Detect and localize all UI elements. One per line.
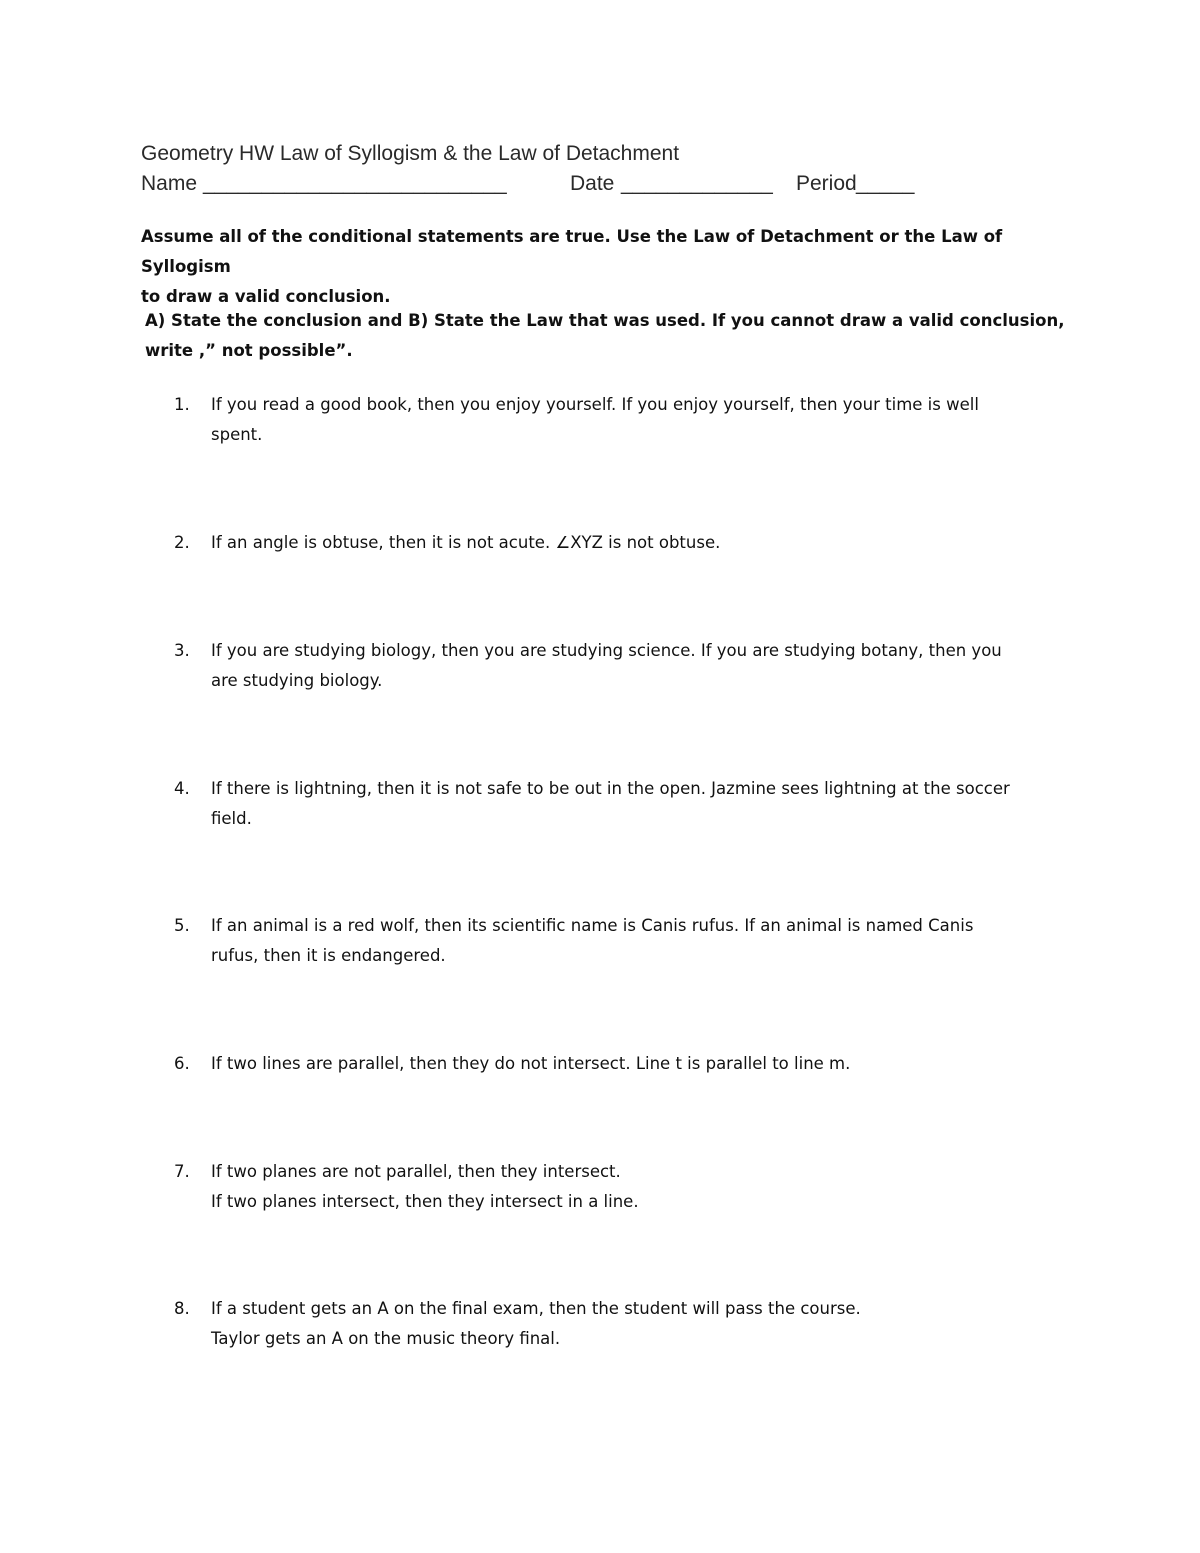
problem-text (211, 1157, 1071, 1217)
problem-number: 8. (174, 1299, 190, 1318)
problem-line: If two planes intersect, then they intersect in a line. (211, 1192, 639, 1211)
problem-line: rufus, then it is endangered. (211, 946, 446, 965)
instructions-paragraph-2 (145, 306, 1075, 366)
problem-number: 4. (174, 779, 190, 798)
name-blank: __________________________ (203, 172, 507, 195)
worksheet-title: Geometry HW Law of Syllogism & the Law of Detachment (141, 142, 680, 165)
problem-number: 5. (174, 916, 190, 935)
date-blank: _____________ (621, 172, 773, 195)
problem-line: field. (211, 809, 252, 828)
problem-text (211, 636, 1071, 696)
problem-text (211, 1294, 1071, 1354)
instructions-line: write ,” not possible”. (145, 341, 353, 360)
problem-line: If there is lightning, then it is not safe to be out in the open. Jazmine sees lightning at the soccer (211, 779, 1010, 798)
problem-line: Taylor gets an A on the music theory final. (211, 1329, 561, 1348)
period-blank: _____ (856, 172, 915, 195)
name-label: Name (141, 172, 198, 195)
problem-number: 1. (174, 395, 190, 414)
problem-text (211, 911, 1071, 971)
problem-line: are studying biology. (211, 671, 383, 690)
problem-line: If two planes are not parallel, then they intersect. (211, 1162, 621, 1181)
problem-number: 2. (174, 533, 190, 552)
problem-line: If you are studying biology, then you are studying science. If you are studying botany, then you (211, 641, 1002, 660)
problem-text (211, 1049, 1071, 1079)
instructions-paragraph-1 (141, 222, 1071, 312)
problem-text (211, 774, 1071, 834)
period-label: Period (796, 172, 857, 195)
problem-line: spent. (211, 425, 263, 444)
problem-line: If you read a good book, then you enjoy yourself. If you enjoy yourself, then your time is well (211, 395, 979, 414)
problem-number: 3. (174, 641, 190, 660)
problem-line-start: If an angle is obtuse, then it is not acute. (211, 533, 556, 552)
problem-text (211, 390, 1071, 450)
problem-line: If an animal is a red wolf, then its scientific name is Canis rufus. If an animal is named Canis (211, 916, 974, 935)
problem-number: 7. (174, 1162, 190, 1181)
date-label: Date (570, 172, 615, 195)
problem-text (211, 528, 1071, 558)
instructions-line: A) State the conclusion and B) State the Law that was used. If you cannot draw a valid conclusion, (145, 311, 1065, 330)
problem-line: If two lines are parallel, then they do not intersect. Line t is parallel to line m. (211, 1054, 851, 1073)
instructions-line: Assume all of the conditional statements are true. Use the Law of Detachment or the Law of Syllogism (141, 227, 1003, 276)
instructions-line: to draw a valid conclusion. (141, 287, 391, 306)
problem-line (211, 528, 1071, 558)
problem-number: 6. (174, 1054, 190, 1073)
angle-icon: ∠ (555, 533, 571, 552)
problem-line-end: XYZ is not obtuse. (570, 533, 721, 552)
problem-line: If a student gets an A on the final exam, then the student will pass the course. (211, 1299, 861, 1318)
